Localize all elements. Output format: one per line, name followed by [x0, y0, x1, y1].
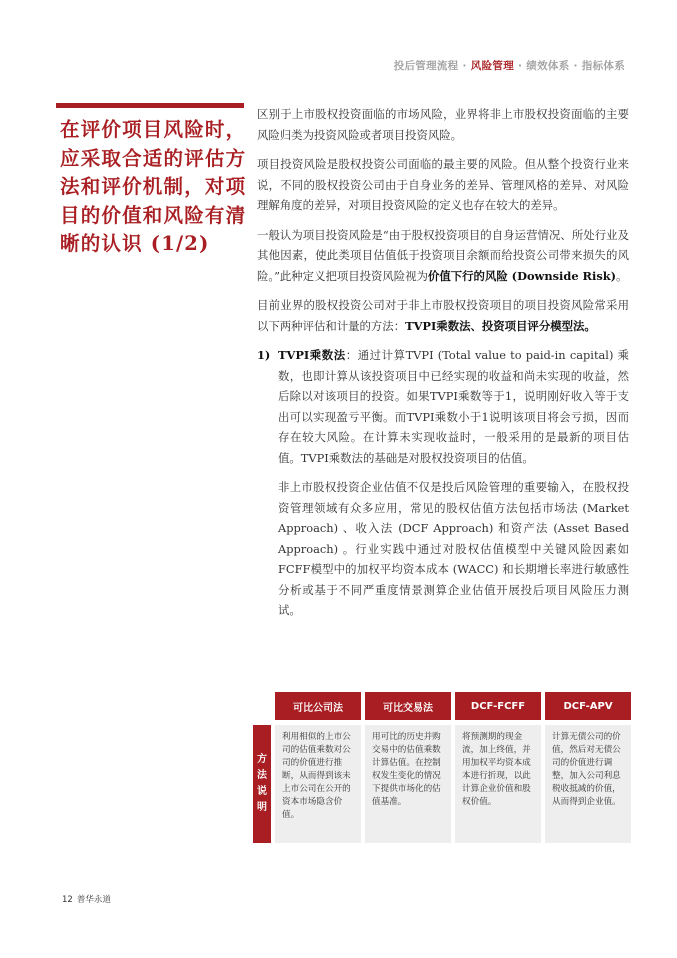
- table-cell-comparable-company: 利用相似的上市公司的估值乘数对公司的价值进行推断，从而得到该未上市公司在公开的资本市场隐含价值。: [275, 725, 361, 843]
- paragraph-intro: 区别于上市股权投资面临的市场风险，业界将非上市股权投资面临的主要风险归类为投资风险或者项目投资风险。: [257, 107, 629, 142]
- table-header-row: [275, 692, 631, 720]
- breadcrumb-item-indicator-system[interactable]: 指标体系: [581, 60, 625, 72]
- breadcrumb: [394, 58, 625, 73]
- page-footer: [62, 893, 111, 905]
- breadcrumb-item-performance-system[interactable]: 绩效体系: [526, 60, 570, 72]
- paragraph-risk-definition: 一般认为项目投资风险是“由于股权投资项目的自身运营情况、所处行业及其他因素，使此类项目估值低于投资项目余额而给投资公司带来损失的风险。”此种定义把项目投资风险视为价值下行的风险 (Downside Risk)。: [257, 227, 629, 283]
- breadcrumb-separator: ·: [462, 60, 467, 72]
- downside-risk-term: 价值下行的风险 (Downside Risk): [427, 268, 617, 283]
- page-title: 在评价项目风险时，应采取合适的评估方法和评价机制，对项目的价值和风险有清晰的认识 (1/2): [60, 118, 247, 255]
- table-header-dcf-apv: DCF-APV: [545, 692, 631, 720]
- table-header-comparable-transaction: 可比交易法: [365, 692, 451, 720]
- table-row-header: 方 法 说 明: [253, 725, 271, 843]
- valuation-methods-table: [253, 692, 631, 850]
- table-cell-dcf-apv: 计算无债公司的价值，然后对无债公司的价值进行调整，加入公司利息税收抵减的价值，从而得到企业值。: [545, 725, 631, 843]
- table-header-dcf-fcff: DCF-FCFF: [455, 692, 541, 720]
- methods-term: TVPI乘数法、投资项目评分模型法。: [405, 318, 596, 333]
- table-row: [275, 725, 631, 843]
- list-item-number: 1): [257, 348, 271, 362]
- table-cell-dcf-fcff: 将预测期的现金流，加上终值，并用加权平均资本成本进行折现，以此计算企业价值和股权价值。: [455, 725, 541, 843]
- body-text: [257, 104, 629, 630]
- list-item-tvpi: 1) TVPI乘数法：通过计算TVPI (Total value to paid-in capital) 乘数，也即计算从该投资项目中已经实现的收益和尚未实现的收益，然后除以对该项目的投资。如果TVPI乘数等于1，说明刚好收入等于支出可以实现盈亏平衡。而TVPI乘数小于1说明该项目将会亏损，因而存在较大风险。在计算未实现收益时，一般采用的是最新的项目估值。TVPI乘数法的基础是对股权投资项目的估值。: [257, 345, 629, 468]
- tvpi-term: TVPI乘数法: [278, 348, 346, 362]
- table-header-comparable-company: 可比公司法: [275, 692, 361, 720]
- breadcrumb-separator: ·: [518, 60, 523, 72]
- paragraph-methods: 目前业界的股权投资公司对于非上市股权投资项目的项目投资风险常采用以下两种评估和计量的方法：TVPI乘数法、投资项目评分模型法。: [257, 298, 629, 333]
- brand-name: 普华永道: [76, 895, 111, 905]
- page-number: 12: [62, 895, 73, 905]
- title-accent-bar: [56, 103, 244, 108]
- paragraph-project-risk: 项目投资风险是股权投资公司面临的最主要的风险。但从整个投资行业来说，不同的股权投资公司由于自身业务的差异、管理风格的差异、对风险理解角度的差异，对项目投资风险的定义也存在较大的差异。: [257, 157, 629, 212]
- breadcrumb-item-risk-management[interactable]: 风险管理: [470, 60, 514, 72]
- paragraph-valuation: 非上市股权投资企业估值不仅是投后风险管理的重要输入，在股权投资管理领域有众多应用，常见的股权估值方法包括市场法 (Market Approach) 、收入法 (DCF Approach) 和资产法 (Asset Based Approach) 。行业实践中通过对股权估值模型中关键风险因素如FCFF模型中的加权平均资本成本 (WACC) 和长期增长率进行敏感性分析或基于不同严重度情景测算企业估值开展投后项目风险压力测试。: [278, 480, 629, 617]
- table-cell-comparable-transaction: 用可比的历史并购交易中的估值乘数计算估值。在控制权发生变化的情况下提供市场化的估值基准。: [365, 725, 451, 843]
- breadcrumb-separator: ·: [573, 60, 578, 72]
- breadcrumb-item-post-investment-process[interactable]: 投后管理流程: [393, 60, 459, 72]
